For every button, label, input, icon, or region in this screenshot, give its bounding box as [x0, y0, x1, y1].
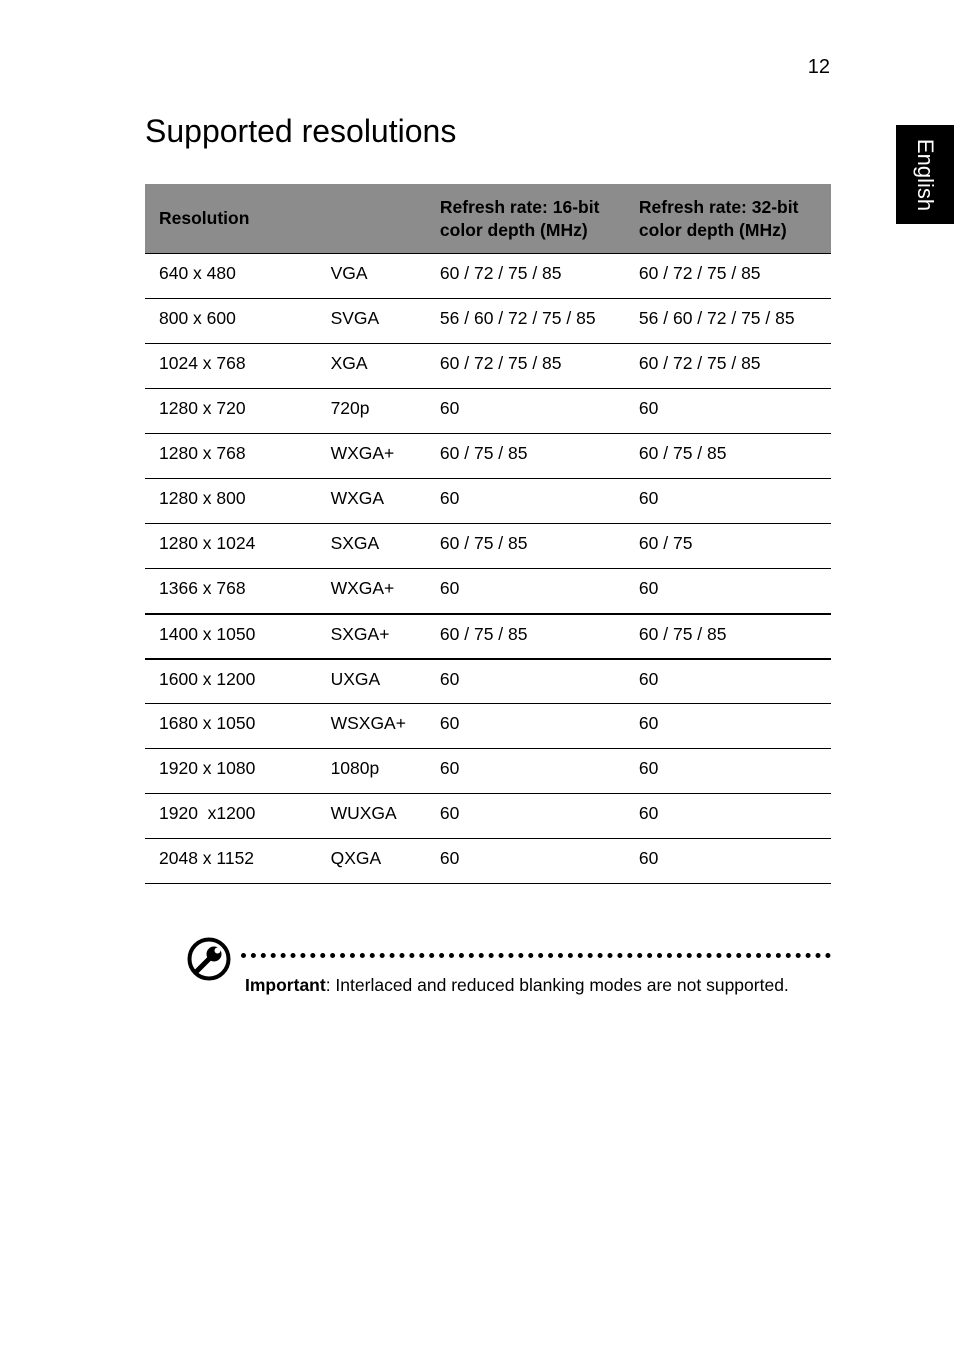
cell-resolution: 640 x 480: [145, 254, 317, 299]
cell-mode: WXGA+: [317, 569, 426, 614]
header-resolution: Resolution: [145, 184, 317, 254]
cell-refresh-32bit: 60 / 72 / 75 / 85: [625, 344, 831, 389]
important-label: Important: [245, 975, 326, 995]
cell-refresh-16bit: 60 / 75 / 85: [426, 614, 625, 659]
table-row: [145, 614, 831, 659]
table-row: [145, 479, 831, 524]
language-tab-label: English: [913, 138, 938, 211]
header-refresh-32bit: Refresh rate: 32-bit color depth (MHz): [625, 184, 831, 254]
important-note: [245, 975, 789, 996]
cell-resolution: 1400 x 1050: [145, 614, 317, 659]
cell-refresh-32bit: 60: [625, 479, 831, 524]
cell-resolution: 1366 x 768: [145, 569, 317, 614]
table-row: [145, 704, 831, 749]
cell-resolution: 1280 x 1024: [145, 524, 317, 569]
cell-refresh-16bit: 60: [426, 704, 625, 749]
cell-resolution: 1600 x 1200: [145, 659, 317, 704]
cell-refresh-32bit: 60 / 72 / 75 / 85: [625, 254, 831, 299]
cell-resolution: 1024 x 768: [145, 344, 317, 389]
table-row: [145, 749, 831, 794]
table-row: [145, 794, 831, 839]
cell-refresh-16bit: 60: [426, 569, 625, 614]
cell-refresh-16bit: 56 / 60 / 72 / 75 / 85: [426, 299, 625, 344]
cell-resolution: 1680 x 1050: [145, 704, 317, 749]
cell-refresh-32bit: 60: [625, 794, 831, 839]
cell-resolution: 1280 x 800: [145, 479, 317, 524]
cell-mode: WUXGA: [317, 794, 426, 839]
cell-mode: VGA: [317, 254, 426, 299]
cell-refresh-32bit: 60: [625, 749, 831, 794]
cell-refresh-16bit: 60: [426, 659, 625, 704]
cell-mode: WXGA+: [317, 434, 426, 479]
table-row: [145, 839, 831, 884]
table-row: [145, 569, 831, 614]
cell-mode: XGA: [317, 344, 426, 389]
cell-mode: 720p: [317, 389, 426, 434]
cell-resolution: 1280 x 720: [145, 389, 317, 434]
cell-refresh-16bit: 60 / 72 / 75 / 85: [426, 254, 625, 299]
cell-refresh-32bit: 60: [625, 839, 831, 884]
cell-refresh-32bit: 60: [625, 704, 831, 749]
cell-resolution: 1920 x1200: [145, 794, 317, 839]
cell-mode: 1080p: [317, 749, 426, 794]
cell-refresh-16bit: 60: [426, 389, 625, 434]
header-refresh-16bit: Refresh rate: 16-bit color depth (MHz): [426, 184, 625, 254]
cell-refresh-32bit: 56 / 60 / 72 / 75 / 85: [625, 299, 831, 344]
cell-refresh-32bit: 60 / 75 / 85: [625, 434, 831, 479]
table-row: [145, 659, 831, 704]
important-text: : Interlaced and reduced blanking modes are not supported.: [325, 975, 789, 995]
cell-resolution: 1920 x 1080: [145, 749, 317, 794]
cell-refresh-32bit: 60 / 75: [625, 524, 831, 569]
table-row: [145, 524, 831, 569]
cell-mode: SXGA: [317, 524, 426, 569]
note-divider: [241, 953, 831, 958]
cell-refresh-32bit: 60: [625, 659, 831, 704]
cell-mode: UXGA: [317, 659, 426, 704]
cell-refresh-32bit: 60 / 75 / 85: [625, 614, 831, 659]
table-row: [145, 254, 831, 299]
cell-resolution: 800 x 600: [145, 299, 317, 344]
cell-mode: SVGA: [317, 299, 426, 344]
cell-resolution: 1280 x 768: [145, 434, 317, 479]
cell-refresh-16bit: 60 / 75 / 85: [426, 434, 625, 479]
language-tab: [896, 125, 954, 224]
resolutions-table: [145, 184, 831, 884]
cell-refresh-16bit: 60 / 72 / 75 / 85: [426, 344, 625, 389]
cell-refresh-16bit: 60 / 75 / 85: [426, 524, 625, 569]
table-header-row: [145, 184, 831, 254]
wrench-icon: [187, 937, 231, 981]
cell-refresh-16bit: 60: [426, 794, 625, 839]
page-title: Supported resolutions: [145, 113, 457, 149]
cell-refresh-16bit: 60: [426, 839, 625, 884]
cell-mode: WSXGA+: [317, 704, 426, 749]
table-row: [145, 299, 831, 344]
cell-refresh-16bit: 60: [426, 479, 625, 524]
cell-mode: QXGA: [317, 839, 426, 884]
cell-mode: SXGA+: [317, 614, 426, 659]
cell-refresh-32bit: 60: [625, 569, 831, 614]
table-row: [145, 434, 831, 479]
cell-mode: WXGA: [317, 479, 426, 524]
cell-resolution: 2048 x 1152: [145, 839, 317, 884]
table-row: [145, 344, 831, 389]
cell-refresh-32bit: 60: [625, 389, 831, 434]
header-mode: [317, 184, 426, 254]
cell-refresh-16bit: 60: [426, 749, 625, 794]
page-number: 12: [807, 56, 830, 78]
table-row: [145, 389, 831, 434]
